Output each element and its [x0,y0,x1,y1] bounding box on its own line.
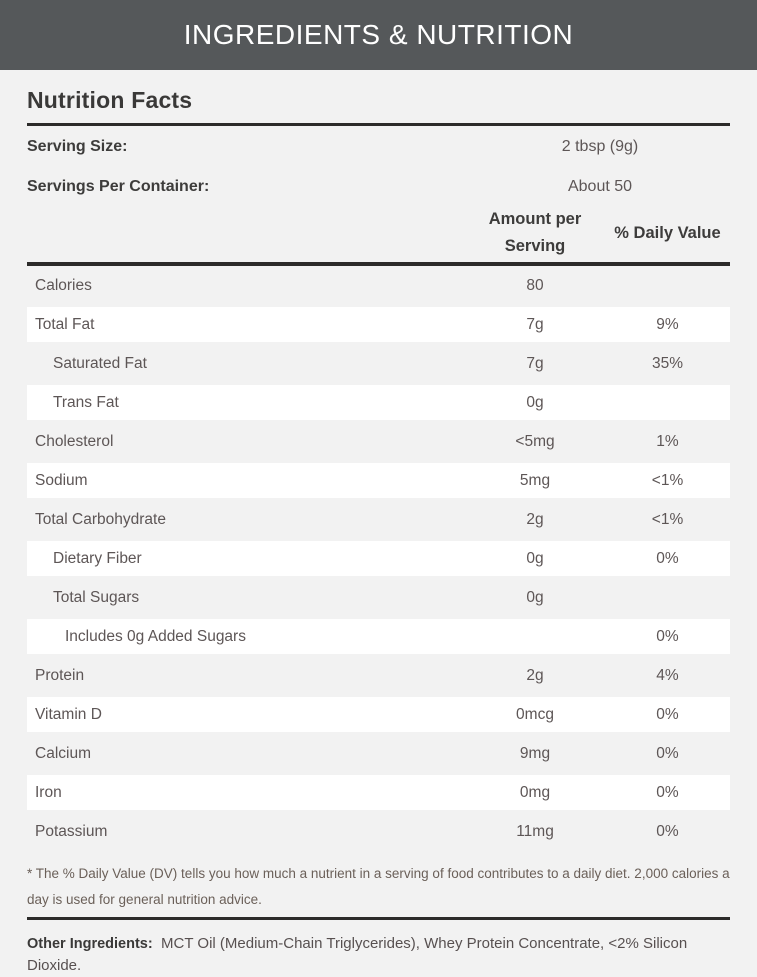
nutrient-amount: 0mcg [516,705,554,723]
nutrient-daily-value: 0% [656,627,679,645]
nutrient-label: Total Carbohydrate [35,510,166,528]
nutrient-table [27,266,730,851]
table-row [27,539,730,578]
nutrient-amount: 9mg [519,744,551,762]
nutrient-daily-value: 0% [656,822,679,840]
nutrient-daily-value: 4% [656,666,679,684]
nutrient-daily-value: 35% [651,354,684,372]
table-row [27,500,730,539]
table-row [27,461,730,500]
servings-per-container-row [27,167,730,206]
servings-per-container-value: About 50 [567,177,633,195]
nutrient-label: Cholesterol [35,432,114,450]
nutrient-label: Trans Fat [53,393,119,411]
nutrient-amount: 2g [526,510,544,528]
serving-size-label: Serving Size: [27,137,128,155]
table-row [27,422,730,461]
section-title: INGREDIENTS & NUTRITION [183,19,574,50]
servings-per-container-label: Servings Per Container: [27,177,210,195]
daily-value-header: % Daily Value [614,223,721,242]
nutrient-label: Calories [35,276,92,294]
table-row [27,305,730,344]
nutrient-amount: 0g [526,393,544,411]
nutrition-facts-title: Nutrition Facts [27,87,193,113]
nutrient-label: Total Sugars [53,588,140,606]
serving-size-value: 2 tbsp (9g) [561,137,639,155]
amount-per-serving-header: Amount per Serving [488,210,582,255]
nutrient-amount: <5mg [515,432,555,450]
nutrient-daily-value: 0% [656,783,679,801]
nutrient-daily-value: <1% [651,471,684,489]
nutrient-label: Protein [35,666,85,684]
nutrient-daily-value: 0% [656,744,679,762]
daily-value-footnote: * The % Daily Value (DV) tells you how much a nutrient in a serving of food contributes to a daily diet. 2,000 calories a day is used for general nutrition advice. [27,866,730,907]
table-row [27,578,730,617]
nutrient-label: Iron [35,783,62,801]
nutrient-amount: 0g [526,588,544,606]
table-row [27,656,730,695]
title-divider [27,123,730,126]
nutrient-label: Dietary Fiber [53,549,142,567]
table-row [27,734,730,773]
nutrient-amount: 7g [526,315,544,333]
nutrient-amount: 80 [526,276,544,294]
nutrient-amount: 5mg [519,471,551,489]
nutrient-daily-value: 9% [656,315,679,333]
other-ingredients [27,920,730,977]
nutrient-amount: 0mg [519,783,551,801]
table-row [27,773,730,812]
nutrient-daily-value: 1% [656,432,679,450]
nutrient-amount: 11mg [516,822,554,840]
table-row [27,266,730,305]
table-column-headers [27,206,730,266]
nutrient-label: Total Fat [35,315,95,333]
nutrient-label: Vitamin D [35,705,102,723]
nutrient-daily-value: 0% [656,549,679,567]
nutrient-label: Saturated Fat [53,354,147,372]
nutrient-amount: 7g [526,354,544,372]
nutrient-amount: 2g [526,666,544,684]
table-row [27,812,730,851]
nutrient-label: Sodium [35,471,88,489]
table-row [27,695,730,734]
table-row [27,383,730,422]
nutrient-label: Calcium [35,744,91,762]
other-ingredients-value: MCT Oil (Medium-Chain Triglycerides), Whey Protein Concentrate, <2% Silicon Dioxide. [27,935,688,974]
nutrient-daily-value: <1% [651,510,684,528]
section-header-bar [0,0,757,70]
nutrient-amount: 0g [526,549,544,567]
nutrient-daily-value: 0% [656,705,679,723]
table-row [27,344,730,383]
serving-size-row [27,127,730,166]
nutrient-label: Includes 0g Added Sugars [65,627,246,645]
table-row [27,617,730,656]
nutrient-label: Potassium [35,822,108,840]
other-ingredients-label: Other Ingredients: [27,936,153,952]
nutrition-panel [0,87,757,977]
